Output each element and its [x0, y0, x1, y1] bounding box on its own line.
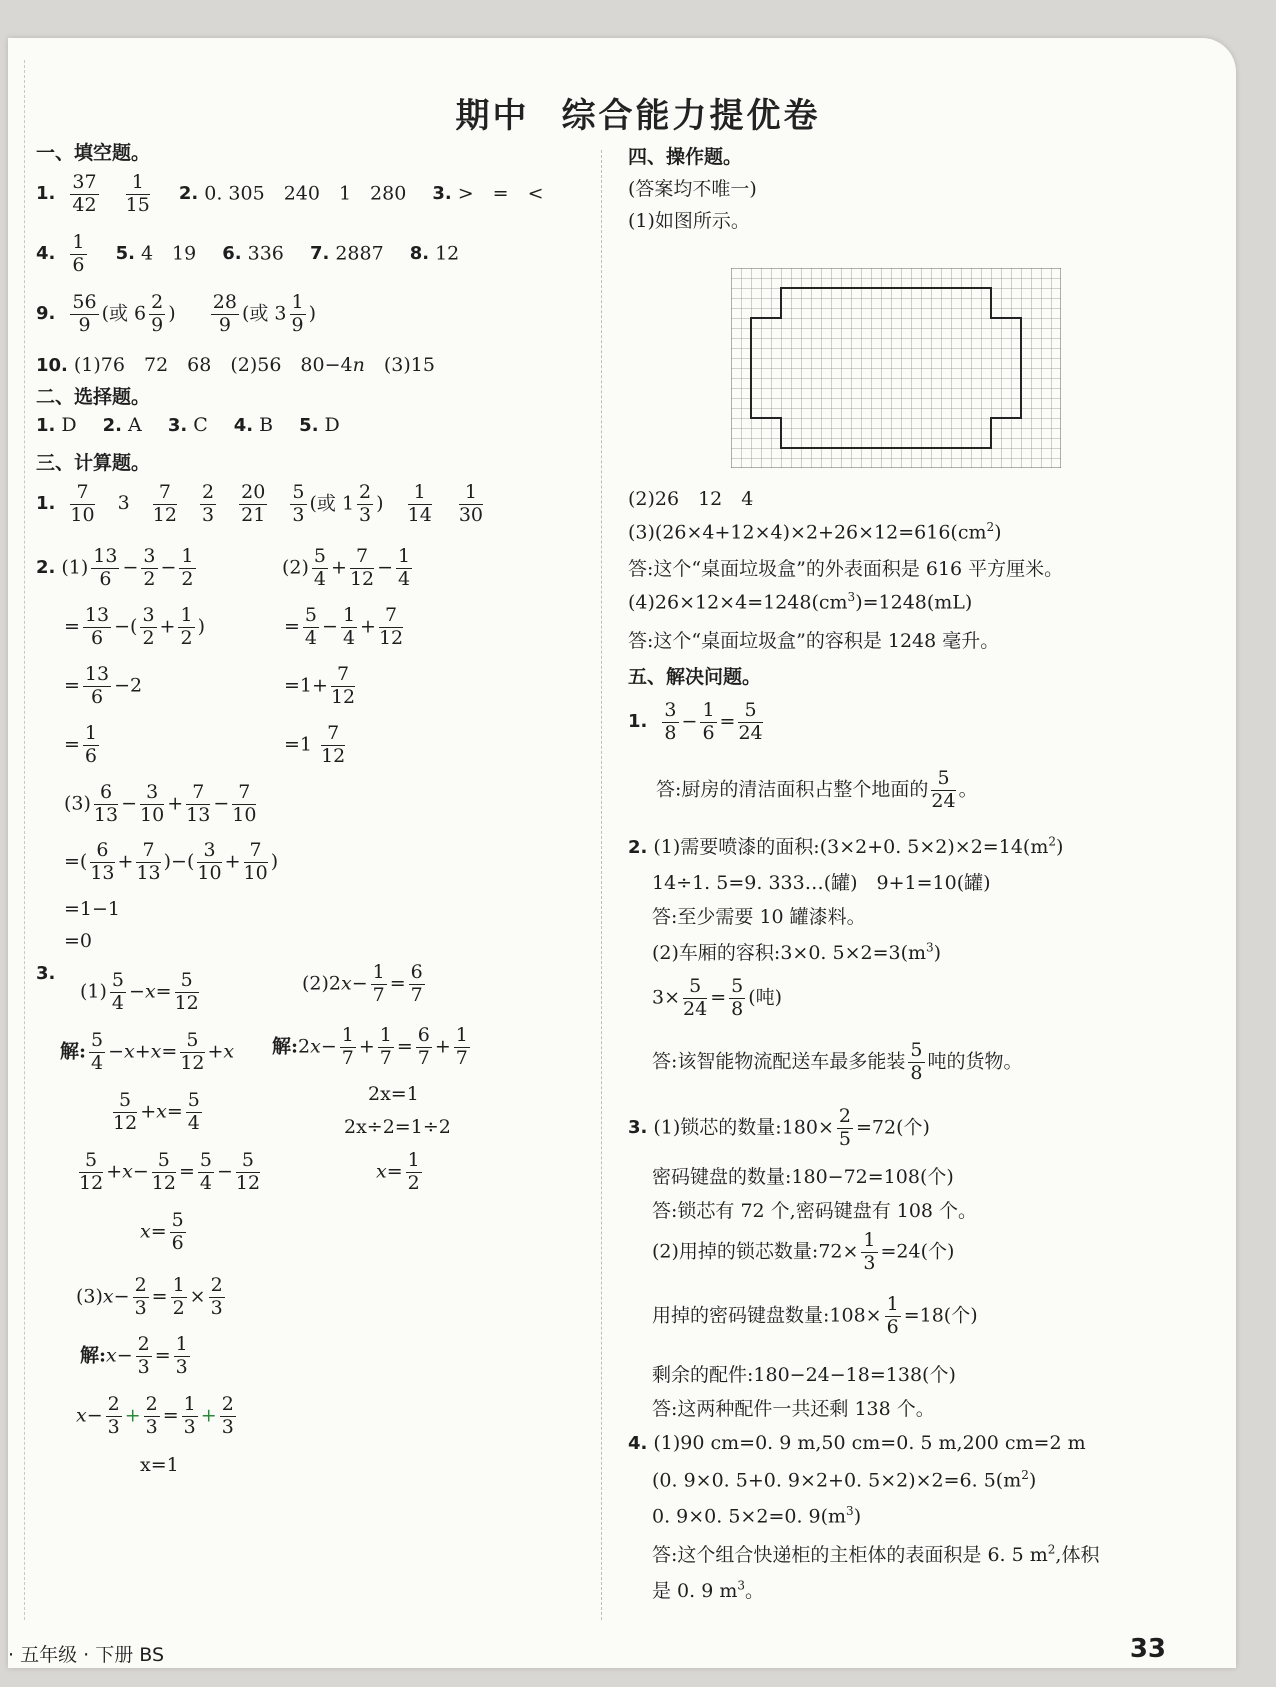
- eq3-row1: 解:x− $\frac{2}{3}$ = $\frac{1}{3}$: [80, 1333, 188, 1378]
- op-q4: $(4)26\times 12\times 4=1248(cm^3)=1248(mL)$: [628, 590, 973, 614]
- grid-figure: [731, 268, 1061, 472]
- solve-3-l5: 用掉的密码键盘数量:108× $\frac{1}{6}$ =18(个): [652, 1293, 978, 1338]
- section-choice-heading: 二、选择题。: [36, 386, 151, 408]
- fill-line-3: 9. $\frac{56}{9}$ (或 6 $\frac{2}{9}$ ) $\frac{28}{9}$ (或 3 $\frac{1}{9}$ ): [36, 291, 317, 336]
- choice-answers: 1. D 2. A 3. C 4. B 5. D: [36, 414, 340, 436]
- solve-1-answer: 答:厨房的清洁面积占整个地面的 $\frac{5}{24}$ 。: [656, 767, 978, 812]
- solve-2-l5: 3× $\frac{5}{24}$ = $\frac{5}{8}$ (吨): [652, 975, 783, 1020]
- eq2-row2: 2x=1: [368, 1083, 419, 1105]
- calc-3-number: 3.: [36, 963, 56, 984]
- solve-2-l3: 答:至少需要 10 罐漆料。: [652, 906, 866, 928]
- op-q3: $(3)(26\times 4+12\times 4)\times 2+26\times 12=616(cm^2)$: [628, 520, 1002, 544]
- calc-2-3-row1: =( $\frac{6}{13}$ + $\frac{7}{13}$ )−( $\frac{3}{10}$ + $\frac{7}{10}$ ): [64, 839, 279, 884]
- calc-2-1-row0: 2. (1) $\frac{13}{6}$ − $\frac{3}{2}$ − $\frac{1}{2}$: [36, 545, 194, 590]
- page-number: 33: [1129, 1634, 1166, 1664]
- section-calc-heading: 三、计算题。: [36, 452, 151, 474]
- solve-3-l4: (2)用掉的锁芯数量:72× $\frac{1}{3}$ =24(个): [652, 1229, 955, 1274]
- calc-2-1-row3: = $\frac{1}{6}$: [64, 722, 98, 767]
- solve-2-l2: 14÷1. 5=9. 333…(罐) 9+1=10(罐): [652, 872, 991, 894]
- eq2-row0: (2)2x− $\frac{1}{7}$ = $\frac{6}{7}$: [302, 961, 423, 1006]
- fill-line-2: 4. $\frac{1}{6}$ 5. 4 19 6. 336 7. 2887 8. 12: [36, 231, 460, 276]
- solve-4-l3: 0. 9×0. 5×2=0. $9(m^3)$: [652, 1504, 862, 1528]
- calc-2-2-row0: (2) $\frac{5}{4}$ + $\frac{7}{12}$ − $\frac{1}{4}$: [282, 545, 411, 590]
- calc-2-2-row3: =1 $\frac{7}{12}$: [284, 722, 346, 767]
- section-fill-heading: 一、填空题。: [36, 142, 151, 164]
- section-op-heading: 四、操作题。: [628, 146, 743, 168]
- column-divider: [601, 150, 602, 1620]
- solve-4-l2: (0. 9×0. 5+0. 9×2+0. 5×2)×2=6. $5(m^2)$: [652, 1468, 1037, 1492]
- solve-2-answer: 答:该智能物流配送车最多能装 $\frac{5}{8}$ 吨的货物。: [652, 1039, 1023, 1084]
- op-note: (答案均不唯一): [628, 178, 757, 200]
- eq1-row1: 解: $\frac{5}{4}$ −x+x= $\frac{5}{12}$ +x: [60, 1029, 235, 1074]
- calc-2-1-row2: = $\frac{13}{6}$ −2: [64, 663, 143, 708]
- page-title: 期中 综合能力提优卷: [455, 96, 821, 136]
- eq3-row0: (3)x− $\frac{2}{3}$ = $\frac{1}{2}$ × $\frac{2}{3}$: [76, 1274, 223, 1319]
- fill-line-4: 10. (1)76 72 68 (2)56 80−4n (3)15: [36, 354, 435, 376]
- op-a4: 答:这个“桌面垃圾盒”的容积是 1248 毫升。: [628, 630, 1000, 652]
- solve-4-l5: 是 0. 9 $m^3$。: [652, 1578, 765, 1602]
- eq1-row0: (1) $\frac{5}{4}$ −x= $\frac{5}{12}$: [80, 969, 199, 1014]
- solve-3-l3: 答:锁芯有 72 个,密码键盘有 108 个。: [652, 1200, 978, 1222]
- grid-drawing: [731, 268, 1061, 468]
- solve-3-l1: 3. (1)锁芯的数量:180× $\frac{2}{5}$ =72(个): [628, 1105, 930, 1150]
- solve-3-l7: 答:这两种配件一共还剩 138 个。: [652, 1398, 935, 1420]
- eq3-row2: x− $\frac{2}{3}$ + $\frac{2}{3}$ = $\frac{1}{3}$ + $\frac{2}{3}$: [76, 1393, 234, 1438]
- solve-4-l4: 答:这个组合快递柜的主柜体的表面积是 6. 5 $m^2$,体积: [652, 1542, 1100, 1566]
- solve-4-l1: 4. (1)90 cm=0. 9 m,50 cm=0. 5 m,200 cm=2 m: [628, 1432, 1086, 1454]
- solve-3-l6: 剩余的配件:180−24−18=138(个): [652, 1364, 956, 1386]
- calc-2-3-row3: =0: [64, 930, 93, 952]
- calc-2-2-row2: =1+ $\frac{7}{12}$: [284, 663, 356, 708]
- eq3-row3: x=1: [140, 1454, 179, 1476]
- calc-2-1-row1: = $\frac{13}{6}$ −( $\frac{3}{2}$ + $\frac{1}{2}$ ): [64, 604, 205, 649]
- calc-2-2-row1: = $\frac{5}{4}$ − $\frac{1}{4}$ + $\frac{7}{12}$: [284, 604, 404, 649]
- calc-2-3-row0: (3) $\frac{6}{13}$ − $\frac{3}{10}$ + $\frac{7}{13}$ − $\frac{7}{10}$: [64, 781, 257, 826]
- op-q1: (1)如图所示。: [628, 210, 750, 232]
- calc-line-1: 1. $\frac{7}{10}$ 3 $\frac{7}{12}$ $\frac{2}{3}$ $\frac{20}{21}$ $\frac{5}{3}$ (或 1 $\frac{2}{3}$ ) $\frac{1}{14}$ $\frac{1}{30}$: [36, 481, 484, 526]
- fill-line-1: 1. $\frac{37}{42}$ $\frac{1}{15}$ 2. 0. 305 240 1 280 3. > = <: [36, 171, 544, 216]
- eq2-row4: x= $\frac{1}{2}$: [376, 1149, 420, 1194]
- section-solve-heading: 五、解决问题。: [628, 666, 762, 688]
- eq2-row3: 2x÷2=1÷2: [344, 1116, 451, 1138]
- solve-3-l2: 密码键盘的数量:180−72=108(个): [652, 1166, 954, 1188]
- solve-2-l1: 2. (1)需要喷漆的面积:(3×2+0. $5\times 2)\times 2=14(m^2)$: [628, 834, 1064, 858]
- eq2-row1: 解:2x− $\frac{1}{7}$ + $\frac{1}{7}$ = $\frac{6}{7}$ + $\frac{1}{7}$: [272, 1024, 468, 1069]
- op-q2: (2)26 12 4: [628, 488, 754, 510]
- calc-2-3-row2: =1−1: [64, 898, 121, 920]
- solve-2-l4: (2)车厢的容积:3×0. $5\times 2=3(m^3)$: [652, 940, 942, 964]
- binding-line: [24, 60, 25, 1620]
- footer-grade: · 五年级 · 下册 BS: [8, 1644, 164, 1666]
- eq1-row4: x= $\frac{5}{6}$: [140, 1209, 184, 1254]
- op-a3: 答:这个“桌面垃圾盒”的外表面积是 616 平方厘米。: [628, 558, 1064, 580]
- eq1-row2: $\frac{5}{12}$ +x= $\frac{5}{4}$: [113, 1089, 200, 1134]
- solve-1-formula: 1. $\frac{3}{8}$ − $\frac{1}{6}$ = $\frac{5}{24}$: [628, 699, 763, 744]
- eq1-row3: $\frac{5}{12}$ +x− $\frac{5}{12}$ = $\frac{5}{4}$ − $\frac{5}{12}$: [79, 1149, 261, 1194]
